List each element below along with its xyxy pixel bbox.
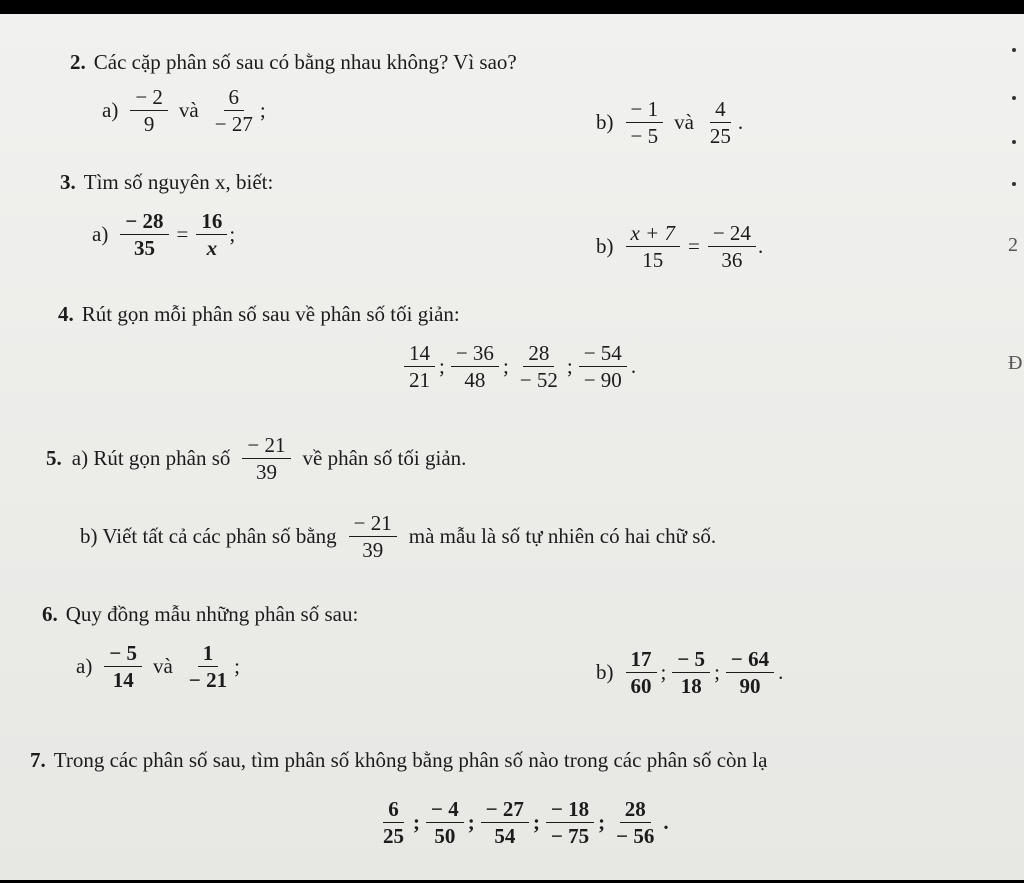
fraction: $\frac{- 54}{- 90}$ (579, 342, 627, 391)
exercise-7-fractions: $\frac{6}{25}$ ; $\frac{- 4}{50}$ ; $\frac{- 27}{54}$ ; $\frac{- 18}{- 75}$ ; $\frac{28}{- 56}$ . (376, 798, 673, 847)
margin-char: 2 (1008, 234, 1018, 256)
equals-sign: = (688, 234, 700, 259)
punctuation: ; (259, 98, 266, 123)
exercise-3-heading (60, 172, 273, 193)
textbook-page (0, 14, 1024, 880)
exercise-4-fractions: $\frac{14}{21}$ ; $\frac{- 36}{48}$ ; $\frac{28}{- 52}$ ; $\frac{- 54}{- 90}$ . (402, 342, 640, 391)
part-label: a) (92, 222, 109, 247)
fraction: $\frac{- 28}{35}$ (120, 210, 168, 259)
exercise-number: 5. (46, 446, 62, 471)
part-label: a) (102, 98, 119, 123)
fraction: $\frac{- 21}{39}$ (242, 434, 290, 483)
fraction: $\frac{6}{- 27}$ (214, 85, 253, 137)
punctuation: ; (229, 222, 236, 247)
exercise-6-part-b: b) $\frac{17}{60}$ ; $\frac{- 5}{18}$ ; $\frac{- 64}{90}$ . (596, 647, 784, 699)
fraction: $\frac{- 36}{48}$ (451, 342, 499, 391)
exercise-3-part-b (596, 222, 763, 271)
fraction: $\frac{- 2}{9}$ (130, 86, 168, 135)
fraction: $\frac{17}{60}$ (626, 648, 657, 697)
exercise-7-heading (30, 750, 767, 771)
exercise-6-part-a (76, 642, 240, 691)
part-label: b) (596, 110, 614, 135)
connector-word: và (153, 654, 173, 679)
fraction: $\frac{16}{x}$ (196, 210, 227, 259)
exercise-5-part-b (80, 512, 716, 561)
exercise-text: Trong các phân số sau, tìm phân số không bằng phân số nào trong các phân số còn lạ (53, 748, 768, 772)
exercise-2-part-b (596, 98, 743, 147)
exercise-text: a) Rút gọn phân số (71, 446, 231, 471)
exercise-3-part-a (92, 210, 235, 259)
exercise-text: Rút gọn mỗi phân số sau về phân số tối giản: (81, 302, 460, 326)
fraction: $\frac{- 18}{- 75}$ (546, 798, 594, 847)
exercise-number: 2. (70, 50, 86, 74)
fraction: $\frac{- 27}{54}$ (481, 798, 529, 847)
fraction: $\frac{- 64}{90}$ (726, 648, 774, 697)
punctuation: ; (234, 654, 240, 679)
margin-char: Đ (1008, 352, 1023, 374)
exercise-text: Tìm số nguyên x, biết: (83, 170, 274, 194)
fraction: $\frac{1}{- 21}$ (188, 641, 228, 693)
fraction: $\frac{14}{21}$ (404, 342, 435, 391)
fraction: $\frac{x + 7}{15}$ (626, 222, 681, 271)
fraction: $\frac{- 24}{36}$ (708, 222, 756, 271)
exercise-text: b) Viết tất cả các phân số bằng (80, 524, 337, 549)
exercise-number: 6. (42, 602, 58, 626)
fraction: $\frac{- 21}{39}$ (349, 512, 397, 561)
fraction: $\frac{28}{- 56}$ (616, 797, 655, 849)
fraction: $\frac{- 5}{14}$ (104, 642, 142, 691)
fraction: $\frac{- 5}{18}$ (672, 648, 710, 697)
equals-sign: = (176, 222, 189, 247)
punctuation: . (737, 110, 744, 135)
part-label: a) (76, 654, 93, 679)
fraction: $\frac{28}{- 52}$ (519, 341, 558, 393)
connector-word: và (178, 98, 199, 123)
fraction: $\frac{4}{25}$ (709, 97, 731, 149)
margin-dot (1012, 140, 1016, 144)
punctuation: . (757, 234, 764, 259)
connector-word: và (674, 110, 694, 135)
margin-dot (1012, 182, 1016, 186)
exercise-text: mà mẫu là số tự nhiên có hai chữ số. (408, 524, 717, 549)
exercise-text: Quy đồng mẫu những phân số sau: (65, 602, 359, 626)
exercise-text: Các cặp phân số sau có bằng nhau không? Vì sao? (93, 50, 517, 74)
fraction: $\frac{- 1}{- 5}$ (626, 98, 664, 147)
exercise-6-heading (42, 604, 358, 625)
exercise-text: về phân số tối giản. (302, 446, 467, 471)
exercise-5-part-a (46, 434, 466, 483)
exercise-number: 4. (58, 302, 74, 326)
part-label: b) (596, 660, 614, 685)
exercise-2-heading (70, 52, 517, 73)
fraction: $\frac{6}{25}$ (383, 797, 404, 849)
margin-dot (1012, 48, 1016, 52)
exercise-number: 7. (30, 748, 46, 772)
exercise-2-part-a (102, 86, 266, 135)
margin-dot (1012, 96, 1016, 100)
part-label: b) (596, 234, 614, 259)
exercise-4-heading (58, 304, 460, 325)
fraction: $\frac{- 4}{50}$ (426, 798, 464, 847)
exercise-number: 3. (60, 170, 76, 194)
